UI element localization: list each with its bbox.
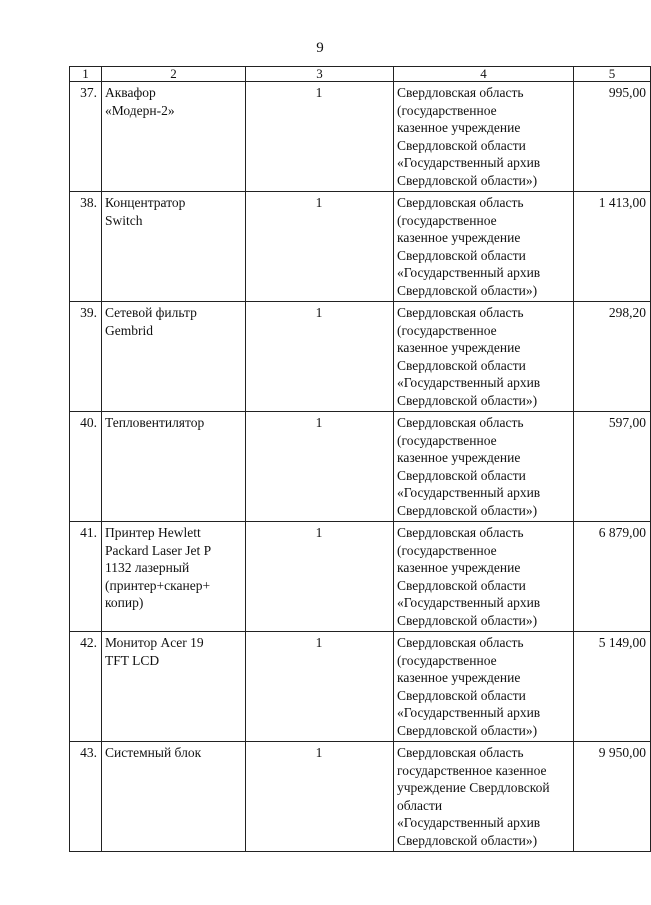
row-number: 39. (70, 302, 102, 412)
item-owner-line: казенное учреждение (397, 450, 521, 465)
item-cost: 9 950,00 (574, 742, 651, 852)
item-owner-line: Свердловской области») (397, 832, 538, 848)
item-owner-line: Свердловской области») (397, 502, 538, 518)
table-row (70, 412, 651, 522)
item-name-line: Аквафор (105, 85, 156, 100)
item-cost: 1 413,00 (574, 192, 651, 302)
row-number: 42. (70, 632, 102, 742)
item-name (102, 412, 246, 522)
row-number: 38. (70, 192, 102, 302)
row-number: 41. (70, 522, 102, 632)
item-owner-line: Свердловской области (397, 687, 526, 703)
row-number: 40. (70, 412, 102, 522)
item-owner-line: (государственное (397, 102, 497, 118)
item-owner-line: казенное учреждение (397, 340, 521, 355)
item-owner-line: Свердловская область (397, 635, 524, 650)
item-owner (394, 302, 574, 412)
table-row (70, 82, 651, 192)
item-name-line: «Модерн-2» (105, 102, 175, 118)
item-owner-line: Свердловской области (397, 357, 526, 373)
item-owner-line: Свердловской области») (397, 282, 538, 298)
table-row (70, 522, 651, 632)
item-name-line: Концентратор (105, 195, 186, 210)
item-owner-line: казенное учреждение (397, 230, 521, 245)
item-owner (394, 522, 574, 632)
item-name (102, 192, 246, 302)
item-name-line: Сетевой фильтр (105, 305, 197, 320)
item-owner (394, 192, 574, 302)
item-owner-line: Свердловская область (397, 85, 524, 100)
table-row (70, 302, 651, 412)
item-owner (394, 632, 574, 742)
header-cell-4: 4 (394, 67, 574, 82)
item-owner-line: области (397, 797, 443, 813)
item-owner-line: Свердловской области (397, 247, 526, 263)
item-name-line: Тепловентилятор (105, 415, 205, 430)
item-name-line: 1132 лазерный (105, 560, 190, 575)
item-owner-line: «Государственный архив (397, 705, 541, 720)
item-owner-line: «Государственный архив (397, 815, 541, 830)
item-quantity: 1 (246, 82, 394, 192)
item-name (102, 522, 246, 632)
header-cell-1: 1 (70, 67, 102, 82)
item-owner-line: Свердловской области (397, 577, 526, 593)
item-name-line: TFT LCD (105, 652, 160, 668)
row-number: 43. (70, 742, 102, 852)
item-owner-line: казенное учреждение (397, 560, 521, 575)
item-owner-line: Свердловская область (397, 525, 524, 540)
item-cost: 5 149,00 (574, 632, 651, 742)
item-owner-line: «Государственный архив (397, 485, 541, 500)
item-name (102, 302, 246, 412)
item-owner-line: (государственное (397, 322, 497, 338)
item-cost: 298,20 (574, 302, 651, 412)
item-owner-line: Свердловская область (397, 305, 524, 320)
row-number: 37. (70, 82, 102, 192)
item-cost: 995,00 (574, 82, 651, 192)
item-owner-line: Свердловская область (397, 195, 524, 210)
item-name (102, 742, 246, 852)
item-owner-line: учреждение Свердловской (397, 780, 550, 795)
item-owner-line: Свердловская область (397, 745, 524, 760)
item-quantity: 1 (246, 302, 394, 412)
item-name-line: Монитор Acer 19 (105, 635, 204, 650)
item-owner-line: государственное казенное (397, 762, 547, 778)
item-owner-line: «Государственный архив (397, 155, 541, 170)
item-owner-line: (государственное (397, 432, 497, 448)
item-name-line: Системный блок (105, 745, 202, 760)
item-owner-line: казенное учреждение (397, 120, 521, 135)
item-quantity: 1 (246, 742, 394, 852)
item-owner-line: «Государственный архив (397, 375, 541, 390)
header-row (70, 67, 651, 82)
item-owner-line: Свердловской области (397, 137, 526, 153)
item-name-line: Gembrid (105, 322, 153, 338)
table-body (70, 82, 651, 852)
property-table (69, 66, 651, 852)
item-owner-line: Свердловской области (397, 467, 526, 483)
item-owner-line: «Государственный архив (397, 595, 541, 610)
item-name-line: Packard Laser Jet P (105, 542, 212, 558)
item-owner (394, 742, 574, 852)
header-cell-5: 5 (574, 67, 651, 82)
item-owner-line: Свердловской области») (397, 612, 538, 628)
table-row (70, 192, 651, 302)
header-cell-3: 3 (246, 67, 394, 82)
page-number: 9 (316, 40, 324, 56)
item-owner (394, 412, 574, 522)
item-name (102, 82, 246, 192)
item-name-line: Switch (105, 212, 143, 228)
item-cost: 6 879,00 (574, 522, 651, 632)
item-owner-line: (государственное (397, 212, 497, 228)
table-row (70, 632, 651, 742)
item-owner-line: (государственное (397, 652, 497, 668)
item-owner-line: Свердловской области») (397, 722, 538, 738)
item-owner-line: Свердловской области») (397, 172, 538, 188)
header-cell-2: 2 (102, 67, 246, 82)
item-cost: 597,00 (574, 412, 651, 522)
item-owner-line: «Государственный архив (397, 265, 541, 280)
table-row (70, 742, 651, 852)
item-quantity: 1 (246, 192, 394, 302)
item-name (102, 632, 246, 742)
item-name-line: (принтер+сканер+ (105, 577, 211, 593)
item-quantity: 1 (246, 632, 394, 742)
item-name-line: Принтер Hewlett (105, 525, 201, 540)
item-owner-line: (государственное (397, 542, 497, 558)
item-owner-line: Свердловской области») (397, 392, 538, 408)
item-owner-line: казенное учреждение (397, 670, 521, 685)
item-owner-line: Свердловская область (397, 415, 524, 430)
item-quantity: 1 (246, 412, 394, 522)
item-name-line: копир) (105, 595, 144, 610)
item-owner (394, 82, 574, 192)
item-quantity: 1 (246, 522, 394, 632)
